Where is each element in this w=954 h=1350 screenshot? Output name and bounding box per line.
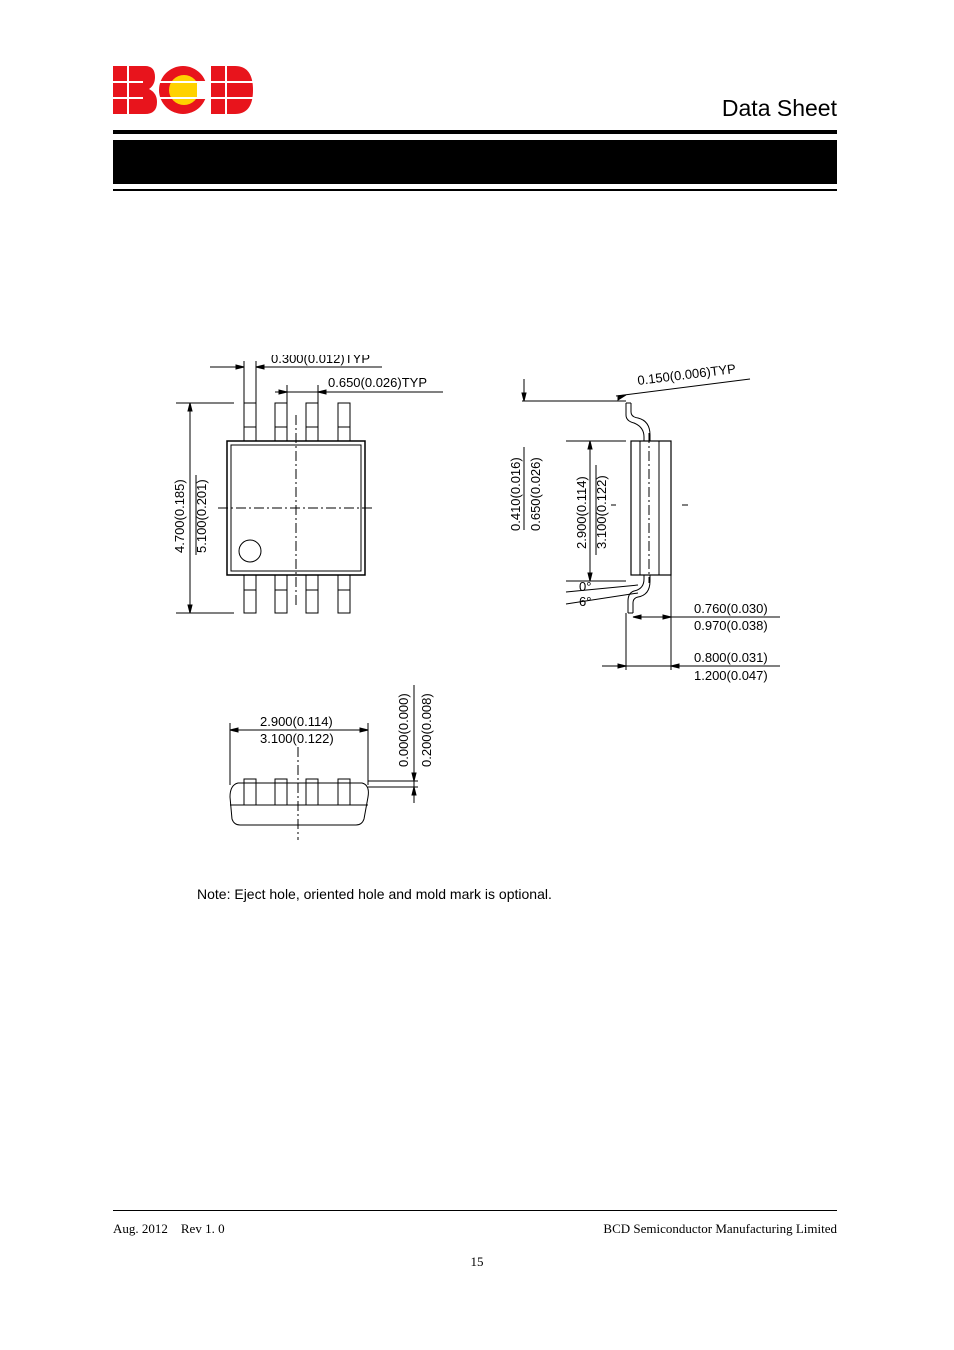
- footer-company: BCD Semiconductor Manufacturing Limited: [603, 1221, 837, 1236]
- dim-height-max: 1.200(0.047): [694, 668, 768, 683]
- dim-gap-max: 0.200(0.008): [419, 693, 434, 767]
- dim-standoff-min: 0.410(0.016): [508, 457, 523, 531]
- pin1-mark: [239, 540, 261, 562]
- drawing-note: Note: Eject hole, oriented hole and mold mark is optional.: [197, 886, 552, 902]
- side-lead: [626, 403, 650, 613]
- dim-body-min: 2.900(0.114): [574, 476, 589, 549]
- dim-width-max: 3.100(0.122): [260, 731, 334, 746]
- bottom-lead-2: [275, 575, 287, 613]
- title-bar: [113, 140, 837, 184]
- top-lead-1: [244, 403, 256, 441]
- package-outline-drawing: [160, 355, 800, 855]
- bottom-lead-4: [338, 575, 350, 613]
- dim-height-min: 0.800(0.031): [694, 650, 768, 665]
- bcd-logo: [113, 64, 255, 116]
- footer-date-revision: Aug. 2012 Rev 1. 0: [113, 1221, 225, 1236]
- dim-body-max: 3.100(0.122): [594, 475, 609, 549]
- footer-rule: [113, 1210, 837, 1211]
- page-number: 15: [470, 1254, 484, 1269]
- top-lead-2: [275, 403, 287, 441]
- dim-length-min: 4.700(0.185): [172, 479, 187, 553]
- dim-foot-max: 0.970(0.038): [694, 618, 768, 633]
- document-type-label: Data Sheet: [721, 95, 837, 121]
- top-lead-4: [338, 403, 350, 441]
- top-lead-3: [306, 403, 318, 441]
- dim-lead-width: 0.300(0.012)TYP: [271, 355, 371, 366]
- header-underline: [113, 189, 837, 191]
- dim-width-min: 2.900(0.114): [260, 714, 333, 729]
- dim-lead-thickness: 0.150(0.006)TYP: [636, 361, 737, 388]
- bottom-lead-1: [244, 575, 256, 613]
- dim-lead-pitch: 0.650(0.026)TYP: [328, 375, 428, 390]
- header-rule: [113, 130, 837, 134]
- dim-standoff-max: 0.650(0.026): [528, 457, 543, 531]
- side-view-body: [631, 441, 671, 575]
- dim-foot-min: 0.760(0.030): [694, 601, 768, 616]
- dim-angle-min: 0°: [579, 579, 592, 594]
- dim-angle-max: 6°: [579, 594, 592, 609]
- dim-length-max: 5.100(0.201): [194, 479, 209, 553]
- front-view-body: [230, 783, 368, 825]
- bottom-lead-3: [306, 575, 318, 613]
- dim-gap-min: 0.000(0.000): [396, 693, 411, 767]
